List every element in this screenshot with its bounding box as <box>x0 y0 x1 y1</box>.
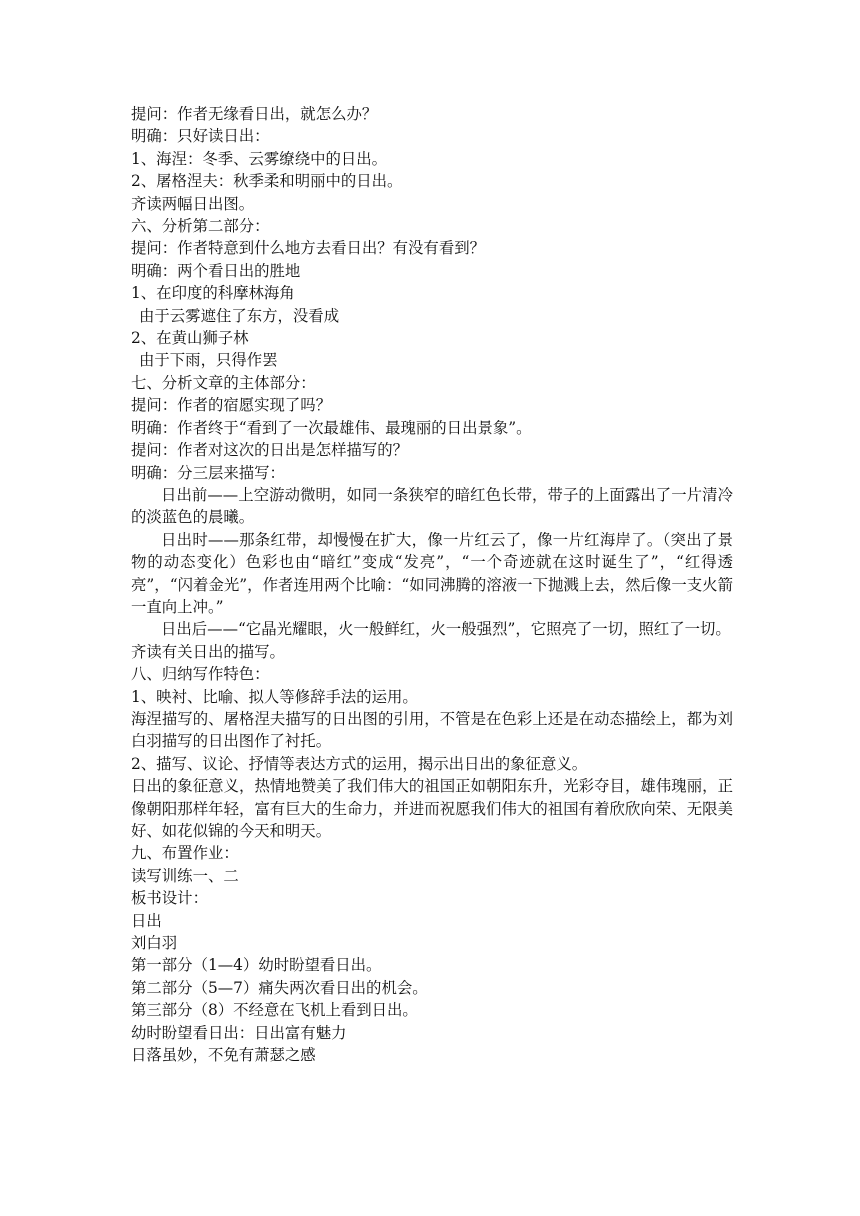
board-line: 第三部分（8）不经意在飞机上看到日出。 <box>131 1001 418 1020</box>
question-line: 提问：作者特意到什么地方去看日出？有没有看到？ <box>131 239 485 258</box>
list-item: 1、海涅：冬季、云雾缭绕中的日出。 <box>131 149 388 168</box>
text-line: 齐读两幅日出图。 <box>131 194 255 213</box>
section-heading: 九、布置作业： <box>131 844 239 863</box>
list-detail: 由于下雨，只得作罢 <box>139 351 278 370</box>
text-line: 板书设计： <box>131 889 208 908</box>
board-line: 第一部分（1—4）幼时盼望看日出。 <box>131 956 382 975</box>
board-line: 日落虽妙，不免有萧瑟之感 <box>131 1046 316 1065</box>
list-detail: 由于云雾遮住了东方，没看成 <box>139 306 340 325</box>
answer-line: 明确：只好读日出： <box>131 127 270 146</box>
answer-line: 明确：分三层来描写： <box>131 463 285 482</box>
list-item: 1、映衬、比喻、拟人等修辞手法的运用。 <box>131 687 418 706</box>
board-line: 幼时盼望看日出：日出富有魅力 <box>131 1023 347 1042</box>
paragraph-before-sunrise: 日出前——上空游动微明，如同一条狭窄的暗红色长带，带子的上面露出了一片清冷的淡蓝色的晨曦。 <box>131 485 733 527</box>
list-item: 2、在黄山狮子林 <box>131 329 249 348</box>
question-line: 提问：作者的宿愿实现了吗？ <box>131 396 332 415</box>
answer-line: 明确：两个看日出的胜地 <box>131 261 301 280</box>
paragraph-during-sunrise: 日出时——那条红带，却慢慢在扩大，像一片红云了，像一片红海岸了。（突出了景物的动态变化）色彩也由“暗红”变成“发亮”，“一个奇迹就在这时诞生了”，“红得透亮”，“闪着金光”，作者连用两个比喻：“如同沸腾的溶液一下抛溅上去，然后像一支火箭一直向上冲。” <box>131 530 733 616</box>
section-heading: 六、分析第二部分： <box>131 217 270 236</box>
text-line: 齐读有关日出的描写。 <box>131 642 285 661</box>
section-heading: 七、分析文章的主体部分： <box>131 373 316 392</box>
list-item: 1、在印度的科摩林海角 <box>131 284 295 303</box>
answer-line: 明确：作者终于“看到了一次最雄伟、最瑰丽的日出景象”。 <box>131 418 532 437</box>
list-item: 2、描写、议论、抒情等表达方式的运用，揭示出日出的象征意义。 <box>131 754 588 773</box>
board-line: 第二部分（5—7）痛失两次看日出的机会。 <box>131 978 428 997</box>
section-heading: 八、归纳写作特色： <box>131 665 270 684</box>
paragraph-contrast: 海涅描写的、屠格涅夫描写的日出图的引用，不管是在色彩上还是在动态描绘上，都为刘白羽描写的日出图作了衬托。 <box>131 709 733 751</box>
list-item: 2、屠格涅夫：秋季柔和明丽中的日出。 <box>131 172 403 191</box>
board-title: 日出 <box>131 911 162 930</box>
document-body <box>131 103 733 1066</box>
text-line: 读写训练一、二 <box>131 866 239 885</box>
paragraph-after-sunrise: 日出后——“它晶光耀眼，火一般鲜红，火一般强烈”，它照亮了一切，照红了一切。 <box>161 620 731 639</box>
paragraph-symbolism: 日出的象征意义，热情地赞美了我们伟大的祖国正如朝阳东升，光彩夺目，雄伟瑰丽，正像朝阳那样年轻，富有巨大的生命力，并进而祝愿我们伟大的祖国有着欣欣向荣、无限美好、如花似锦的今天和明天。 <box>131 777 733 840</box>
question-line: 提问：作者对这次的日出是怎样描写的？ <box>131 441 409 460</box>
board-author: 刘白羽 <box>131 934 178 953</box>
question-line: 提问：作者无缘看日出，就怎么办？ <box>131 105 378 123</box>
